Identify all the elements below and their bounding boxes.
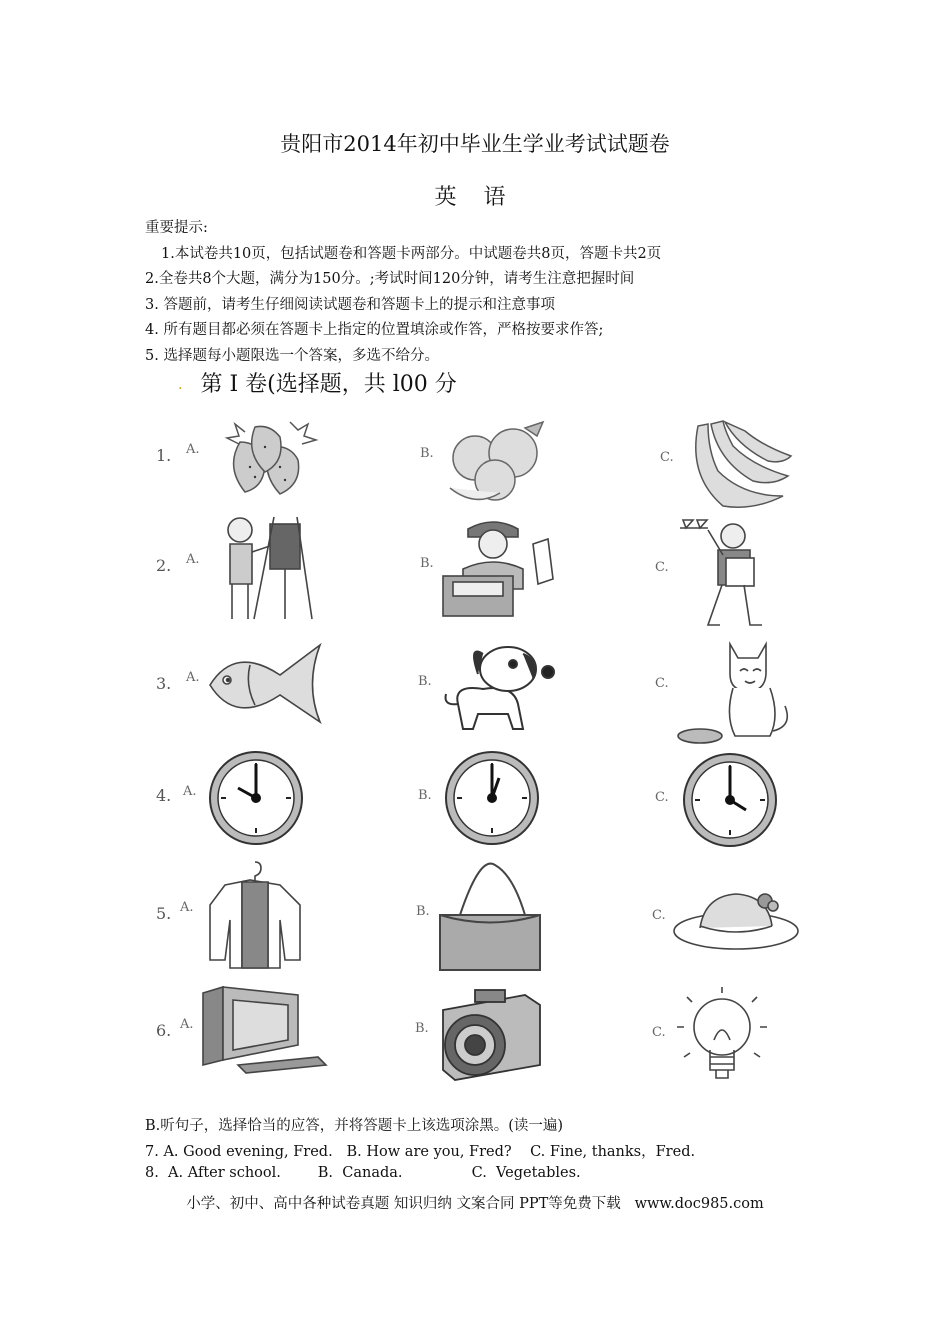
computer-icon (198, 985, 328, 1075)
option-label: C. (655, 560, 669, 575)
option-label: B. (416, 904, 430, 919)
option-label: A. (186, 552, 200, 567)
option-label: B. (420, 446, 434, 461)
dog-icon (438, 634, 558, 744)
bag-icon (435, 860, 545, 975)
option-label: C. (655, 676, 669, 691)
option-label: A. (186, 670, 200, 685)
option-label: A. (186, 442, 200, 457)
question-number: 4. (156, 786, 172, 805)
instruction-line: 5. 选择题每小题限选一个答案，多选不给分。 (145, 347, 439, 364)
option-label: C. (655, 790, 669, 805)
instructions-heading: 重要提示: (145, 220, 208, 236)
section-heading (178, 367, 457, 398)
clock-icon (442, 748, 542, 848)
question-number: 1. (156, 446, 172, 465)
cat-icon (675, 636, 795, 751)
painter-icon (212, 512, 317, 624)
option-label: A. (180, 900, 194, 915)
question-number: 2. (156, 556, 172, 575)
cashier-icon (438, 514, 563, 624)
question-number: 6. (156, 1021, 172, 1040)
option-label: C. (652, 1025, 666, 1040)
question-row (0, 985, 950, 1100)
light-bulb-icon (672, 985, 772, 1095)
section-dot: . (178, 377, 183, 393)
question-8: 8. A. After school. B. Canada. C. Vegetables. (145, 1165, 581, 1181)
question-row (0, 748, 950, 863)
instruction-line: 3. 答题前，请考生仔细阅读试题卷和答题卡上的提示和注意事项 (145, 296, 555, 313)
exam-title: 贵阳市2014年初中毕业生学业考试试题卷 (280, 132, 670, 156)
jacket-icon (200, 860, 305, 972)
bananas-icon (683, 416, 793, 511)
question-row (0, 858, 950, 973)
option-label: B. (415, 1021, 429, 1036)
hat-icon (670, 886, 802, 956)
option-label: B. (420, 556, 434, 571)
part-b-heading: B.听句子，选择恰当的应答，并将答题卡上该选项涂黑。(读一遍) (145, 1118, 564, 1134)
camera-icon (435, 985, 545, 1085)
strawberries-icon (210, 412, 325, 497)
question-number: 5. (156, 904, 172, 923)
question-row (0, 410, 950, 525)
instruction-line: 1.本试卷共10页，包括试题卷和答题卡两部分。中试题卷共8页，答题卡共2页 (161, 245, 662, 262)
question-row (0, 632, 950, 747)
option-label: A. (180, 1017, 194, 1032)
fish-icon (205, 640, 325, 725)
instructions (145, 216, 661, 369)
oranges-icon (445, 418, 555, 503)
question-number: 3. (156, 674, 172, 693)
option-label: B. (418, 788, 432, 803)
waiter-icon (678, 518, 773, 630)
clock-icon (680, 750, 780, 850)
instruction-line: 4. 所有题目都必须在答题卡上指定的位置填涂或作答，严格按要求作答; (145, 322, 604, 338)
question-row (0, 510, 950, 625)
question-7: 7. A. Good evening, Fred. B. How are you, Fred? C. Fine, thanks，Fred. (145, 1144, 696, 1160)
section-title: 第 I 卷(选择题，共 l00 分 (200, 372, 457, 397)
option-label: C. (660, 450, 674, 465)
option-label: C. (652, 908, 666, 923)
footer-text: 小学、初中、高中各种试卷真题 知识归纳 文案合同 PPT等免费下载 www.doc985.com (186, 1196, 764, 1212)
clock-icon (206, 748, 306, 848)
subject-title: 英 语 (434, 185, 516, 210)
option-label: B. (418, 674, 432, 689)
option-label: A. (183, 784, 197, 799)
instruction-line: 2.全卷共8个大题，满分为150分。;考试时间120分钟，请考生注意把握时间 (145, 271, 635, 287)
